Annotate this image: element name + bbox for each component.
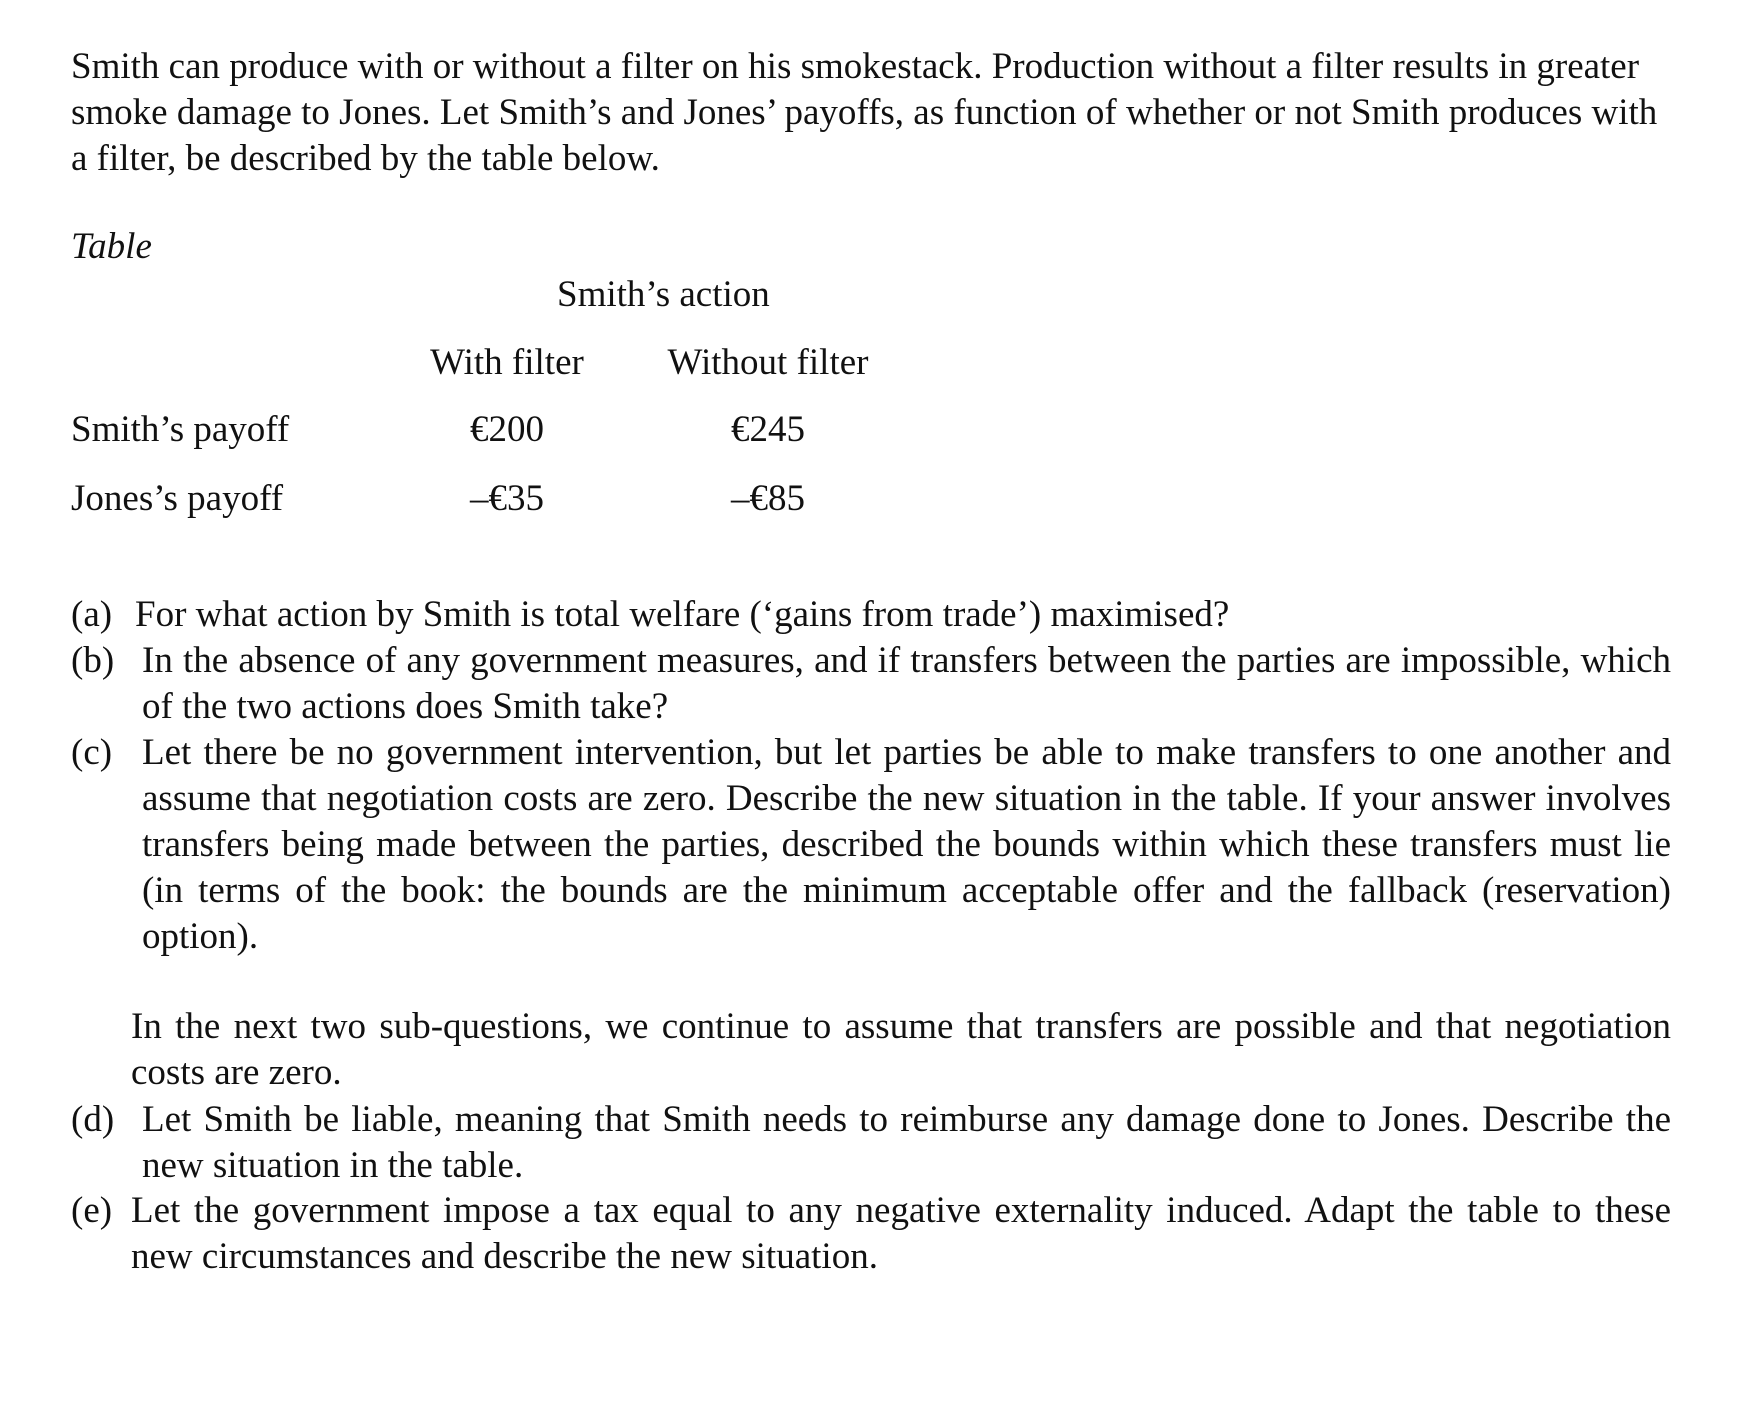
table-caption: Smith’s action xyxy=(557,274,770,315)
note-paragraph: In the next two sub-questions, we continue to assume that transfers are possible and that negotiation costs are zero. xyxy=(131,1006,1671,1093)
question-text: Let there be no government intervention, but let parties be able to make transfers to one another and assume that negotiation costs are zero. Describe the new situation in the table. If your answer involves transfers being made between the parties, described the bounds within which these transfers must lie (in terms of the book: the bounds are the minimum acceptable offer and the fallback (reservation) option). xyxy=(142,732,1671,957)
question-b xyxy=(71,638,1671,730)
cell-jones-without-filter: –€85 xyxy=(731,478,805,519)
question-label: (e) xyxy=(71,1190,113,1231)
intro-paragraph: Smith can produce with or without a filter on his smokestack. Production without a filter results in greater smoke damage to Jones. Let Smith’s and Jones’ payoffs, as function of whether or not Smith produces with a filter, be described by the table below. xyxy=(71,46,1658,179)
question-e xyxy=(71,1188,1671,1280)
cell-smith-with-filter: €200 xyxy=(470,409,544,450)
question-c xyxy=(71,730,1671,960)
question-d xyxy=(71,1097,1671,1189)
cell-jones-with-filter: –€35 xyxy=(470,478,544,519)
question-label: (c) xyxy=(71,732,113,773)
question-text: Let Smith be liable, meaning that Smith needs to reimburse any damage done to Jones. Describe the new situation in the table. xyxy=(142,1099,1671,1186)
cell-smith-without-filter: €245 xyxy=(731,409,805,450)
table-label: Table xyxy=(71,226,152,267)
question-label: (b) xyxy=(71,640,115,681)
question-text: Let the government impose a tax equal to any negative externality induced. Adapt the table to these new circumstances and describe the new situation. xyxy=(131,1190,1671,1277)
column-header-without-filter: Without filter xyxy=(667,342,869,383)
row-label-smith: Smith’s payoff xyxy=(71,409,290,450)
question-text: In the absence of any government measures, and if transfers between the parties are impossible, which of the two actions does Smith take? xyxy=(142,640,1671,727)
column-header-with-filter: With filter xyxy=(430,342,584,383)
question-text: For what action by Smith is total welfare (‘gains from trade’) maximised? xyxy=(135,594,1230,635)
row-label-jones: Jones’s payoff xyxy=(71,478,284,519)
question-label: (d) xyxy=(71,1099,115,1140)
question-label: (a) xyxy=(71,594,113,635)
question-a xyxy=(71,592,1671,638)
